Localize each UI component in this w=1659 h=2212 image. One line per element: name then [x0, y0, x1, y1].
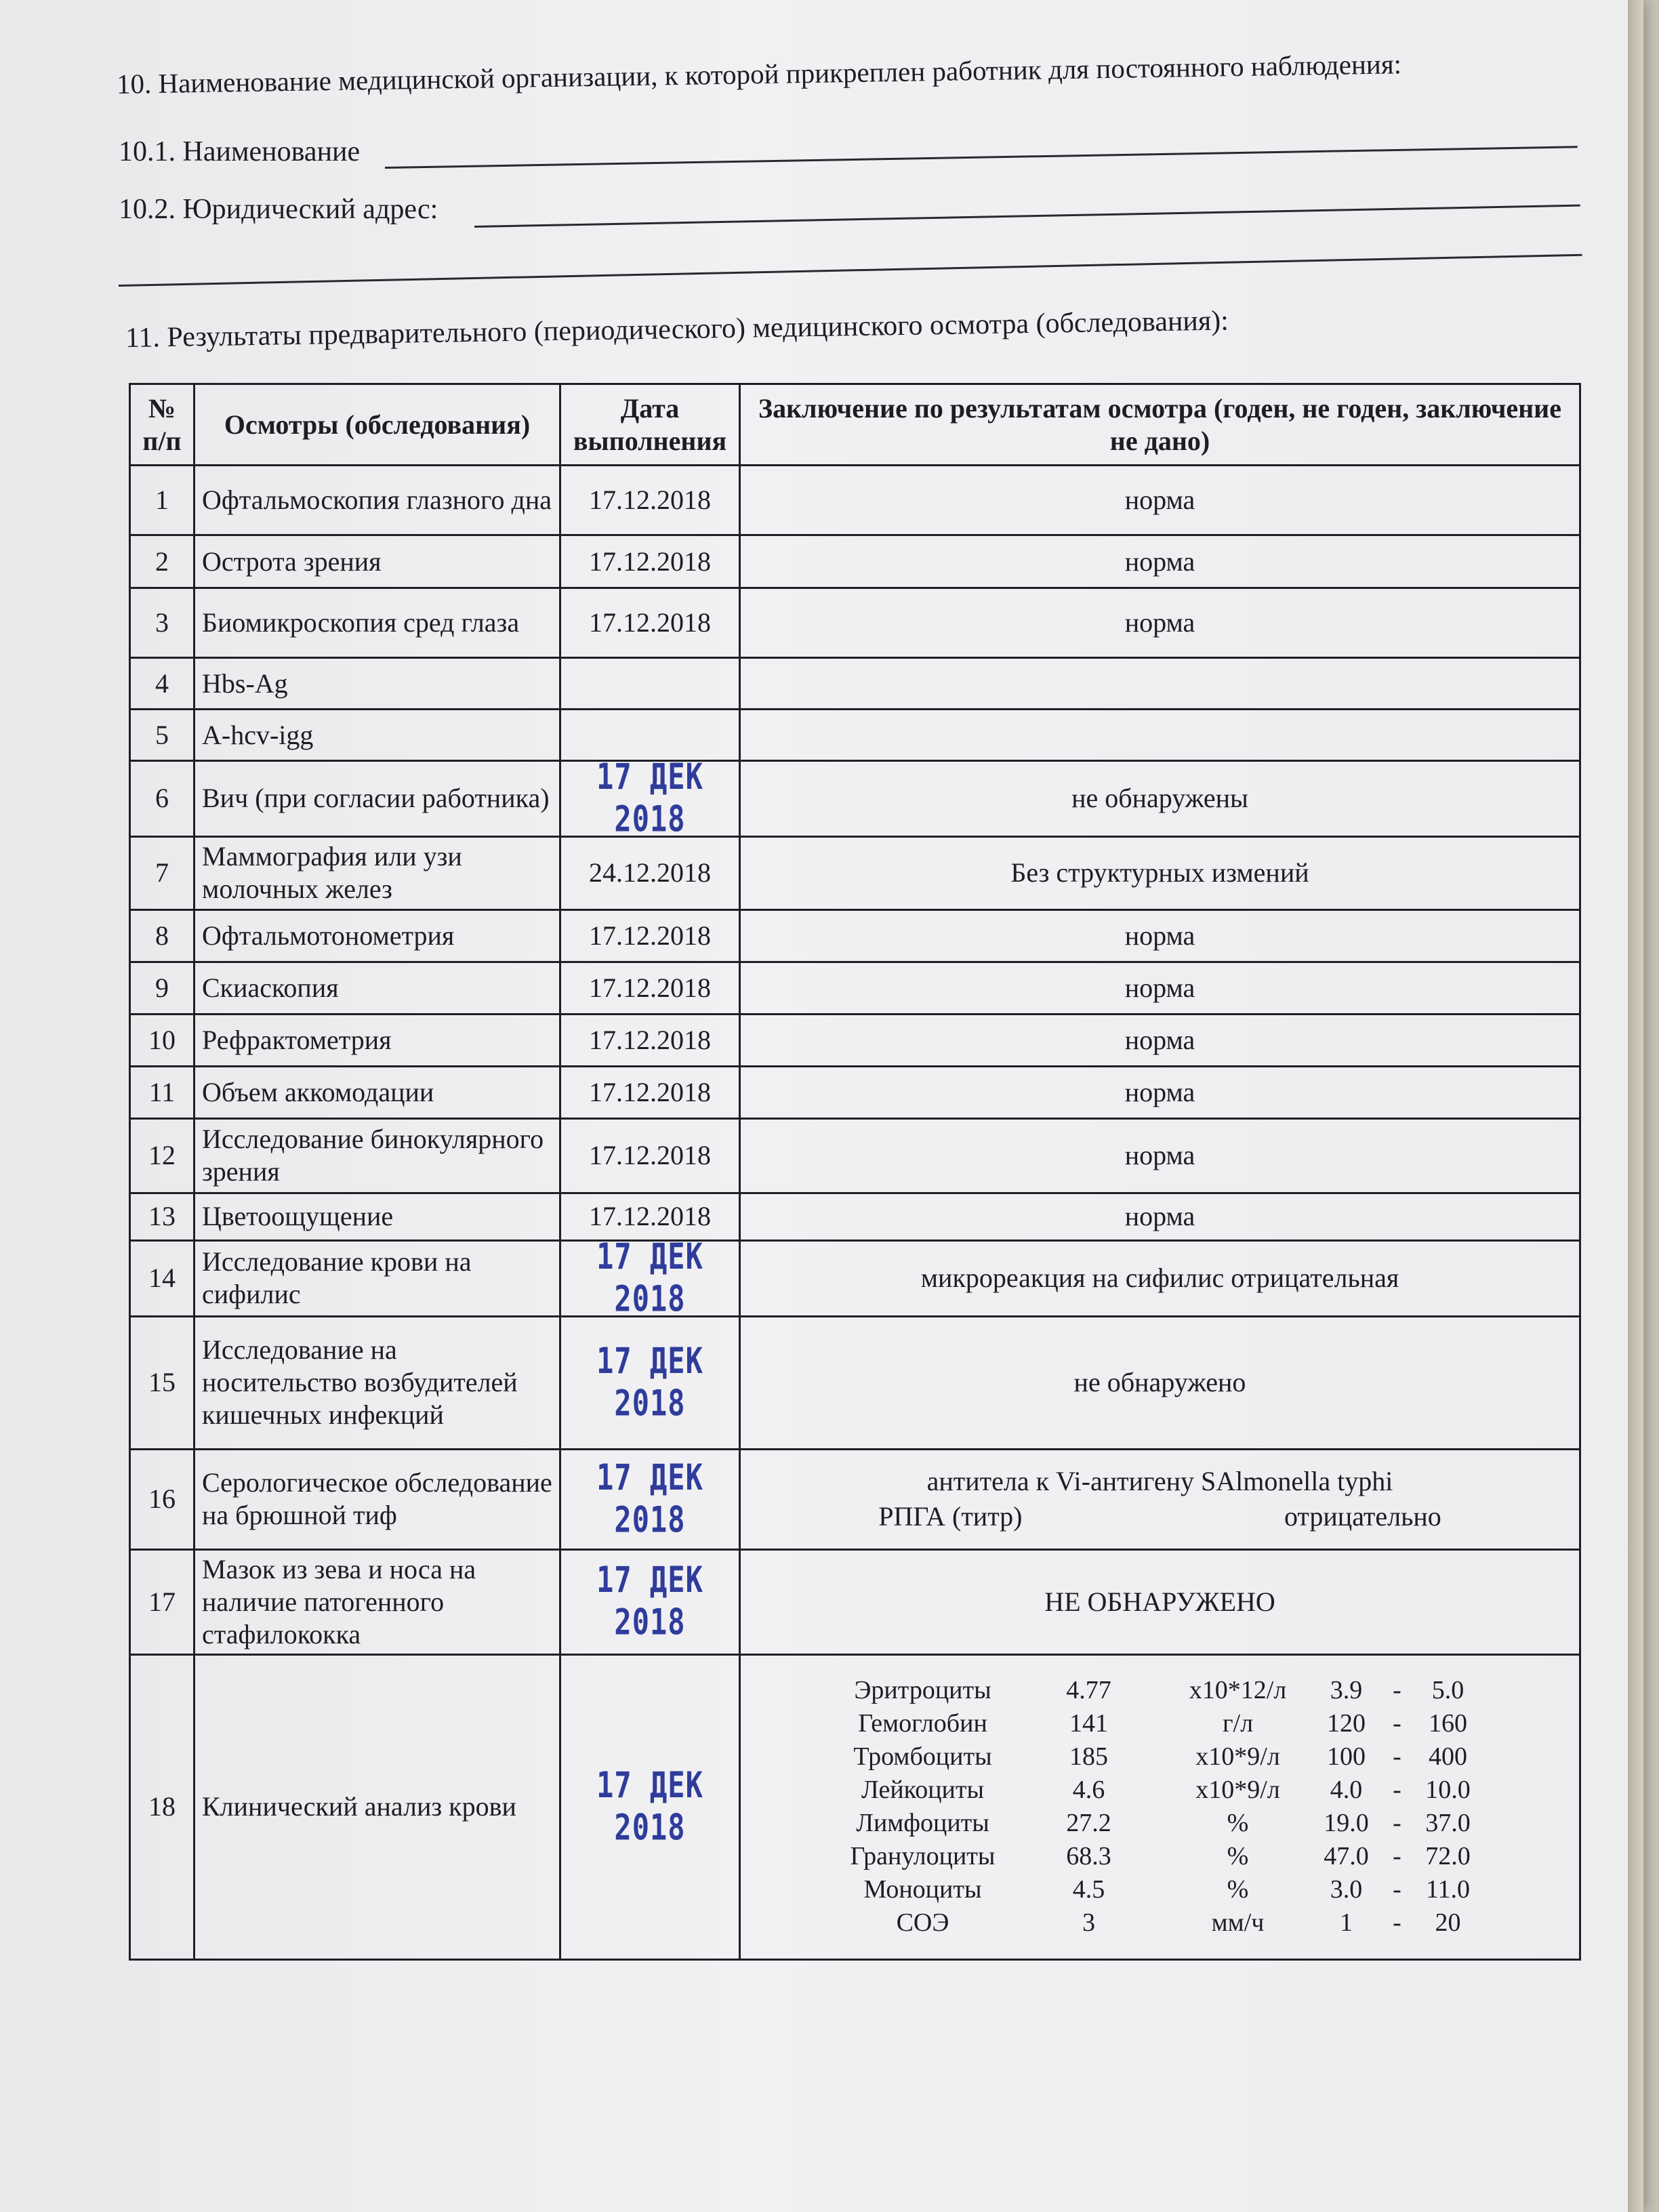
row-conclusion: норма [740, 466, 1580, 535]
row-conclusion: норма [740, 909, 1580, 962]
blood-ref-high: 20 [1435, 1908, 1461, 1938]
table-row [130, 1316, 1580, 1449]
section-10-2-label: 10.2. Юридический адрес: [119, 194, 438, 225]
row-date-stamp [560, 1654, 740, 1959]
blood-param-name: Тромбоциты [853, 1742, 992, 1771]
row-date: 17.12.2018 [560, 909, 740, 962]
table-row [130, 1066, 1580, 1118]
table-row [130, 1240, 1580, 1316]
row-date: 17.12.2018 [560, 962, 740, 1014]
blood-ref-high: 160 [1429, 1709, 1467, 1738]
row-exam: Исследование бинокулярного зрения [194, 1118, 560, 1193]
row-exam: Серологическое обследование на брюшной тиф [194, 1449, 560, 1549]
row-date: 24.12.2018 [560, 836, 740, 909]
row-conclusion: Без структурных измений [740, 836, 1580, 909]
row-exam: Офтальмотонометрия [194, 909, 560, 962]
blood-ref-dash: - [1393, 1908, 1401, 1938]
blood-param-name: Лимфоциты [856, 1809, 989, 1838]
blood-ref-high: 37.0 [1425, 1809, 1471, 1838]
blood-param-name: Гранулоциты [850, 1842, 996, 1871]
blood-param-unit: x10*9/л [1195, 1776, 1280, 1805]
blood-ref-dash: - [1393, 1875, 1401, 1904]
row-num: 3 [130, 588, 194, 658]
row-date-stamp [560, 1449, 740, 1549]
row-exam: Объем аккомодации [194, 1066, 560, 1118]
serology-test-result: отрицательно [1284, 1501, 1441, 1532]
table-row [130, 1449, 1580, 1549]
row-num: 17 [130, 1549, 194, 1654]
row-num: 16 [130, 1449, 194, 1549]
table-row [130, 909, 1580, 962]
row-num: 8 [130, 909, 194, 962]
blood-ref-low: 19.0 [1324, 1809, 1369, 1838]
page-edge-shadow [1628, 0, 1643, 2212]
serology-result [747, 1464, 1572, 1534]
row-date: 17.12.2018 [560, 466, 740, 535]
blood-param-name: Лейкоциты [861, 1776, 985, 1805]
blood-ref-dash: - [1393, 1742, 1401, 1771]
serology-line-1: антитела к Vi-антигену SAlmonella typhi [926, 1466, 1393, 1497]
table-row [130, 1118, 1580, 1193]
row-exam: Вич (при согласии работника) [194, 761, 560, 837]
blood-param-unit: % [1227, 1842, 1249, 1871]
blood-param-unit: x10*9/л [1195, 1742, 1280, 1771]
row-exam: Исследование на носительство возбудителей кишечных инфекций [194, 1316, 560, 1449]
row-conclusion [740, 710, 1580, 761]
blood-param-value: 4.77 [1066, 1676, 1111, 1705]
blood-ref-dash: - [1393, 1676, 1401, 1705]
row-conclusion: не обнаружено [740, 1316, 1580, 1449]
blood-param-value: 4.6 [1072, 1776, 1105, 1805]
blood-ref-low: 3.0 [1330, 1875, 1363, 1904]
blood-param-unit: мм/ч [1211, 1908, 1265, 1938]
row-num: 7 [130, 836, 194, 909]
row-num: 5 [130, 710, 194, 761]
table-row [130, 761, 1580, 837]
blood-ref-high: 400 [1429, 1742, 1467, 1771]
row-conclusion: норма [740, 1118, 1580, 1193]
row-conclusion: норма [740, 588, 1580, 658]
table-row [130, 962, 1580, 1014]
serology-test-name: РПГА (титр) [878, 1501, 1023, 1532]
name-fill-line [385, 146, 1578, 169]
header-date: Дата выполнения [560, 384, 740, 466]
blood-ref-low: 4.0 [1330, 1776, 1363, 1805]
row-num: 11 [130, 1066, 194, 1118]
row-num: 15 [130, 1316, 194, 1449]
row-num: 12 [130, 1118, 194, 1193]
row-num: 4 [130, 658, 194, 710]
row-exam: Скиаскопия [194, 962, 560, 1014]
blood-param-unit: % [1227, 1875, 1249, 1904]
blood-param-value: 185 [1069, 1742, 1108, 1771]
blood-ref-high: 5.0 [1431, 1676, 1465, 1705]
row-date [560, 658, 740, 710]
row-conclusion: норма [740, 535, 1580, 588]
table-row [130, 658, 1580, 710]
row-num: 2 [130, 535, 194, 588]
row-num: 1 [130, 466, 194, 535]
row-date: 17.12.2018 [560, 1014, 740, 1066]
blood-ref-low: 120 [1327, 1709, 1366, 1738]
table-row [130, 466, 1580, 535]
table-row [130, 1014, 1580, 1066]
row-exam: Рефрактометрия [194, 1014, 560, 1066]
blood-param-value: 4.5 [1072, 1875, 1105, 1904]
address-fill-line [474, 205, 1580, 228]
blood-ref-high: 11.0 [1425, 1875, 1471, 1904]
date-stamp: 17 ДЕК 2018 [596, 1235, 703, 1320]
blood-ref-dash: - [1393, 1776, 1401, 1805]
row-exam: Цветоощущение [194, 1193, 560, 1240]
blood-param-unit: x10*12/л [1189, 1676, 1287, 1705]
date-stamp: 17 ДЕК 2018 [596, 1340, 703, 1425]
row-date-stamp [560, 1235, 740, 1320]
row-conclusion: норма [740, 1066, 1580, 1118]
row-date: 17.12.2018 [560, 1193, 740, 1240]
table-row [130, 836, 1580, 909]
row-conclusion: НЕ ОБНАРУЖЕНО [740, 1549, 1580, 1654]
row-date: 17.12.2018 [560, 1118, 740, 1193]
blood-param-value: 3 [1082, 1908, 1095, 1938]
blood-param-value: 27.2 [1066, 1809, 1111, 1838]
row-num: 10 [130, 1014, 194, 1066]
row-num: 9 [130, 962, 194, 1014]
row-date [560, 710, 740, 761]
row-date-stamp [560, 1549, 740, 1654]
blood-test-grid [747, 1674, 1572, 1940]
blood-param-value: 141 [1069, 1709, 1108, 1738]
row-exam: Исследование крови на сифилис [194, 1240, 560, 1316]
blood-param-unit: г/л [1222, 1709, 1254, 1738]
row-date-stamp [560, 1316, 740, 1449]
row-exam: Hbs-Ag [194, 658, 560, 710]
blood-ref-low: 1 [1340, 1908, 1353, 1938]
results-table [129, 383, 1581, 1961]
table-row [130, 1193, 1580, 1240]
date-stamp: 17 ДЕК 2018 [596, 756, 703, 840]
row-num: 13 [130, 1193, 194, 1240]
table-row [130, 588, 1580, 658]
row-conclusion: норма [740, 1014, 1580, 1066]
row-conclusion [740, 1449, 1580, 1549]
blood-ref-low: 47.0 [1324, 1842, 1369, 1871]
row-conclusion: не обнаружены [740, 761, 1580, 837]
header-conclusion: Заключение по результатам осмотра (годен, не годен, заключение не дано) [740, 384, 1580, 466]
row-exam: A-hcv-igg [194, 710, 560, 761]
blood-param-name: Эритроциты [854, 1676, 991, 1705]
blood-ref-high: 72.0 [1425, 1842, 1471, 1871]
row-num: 6 [130, 761, 194, 837]
address-fill-line-2 [119, 254, 1582, 287]
row-exam: Маммография или узи молочных желез [194, 836, 560, 909]
row-date: 17.12.2018 [560, 1066, 740, 1118]
blood-test-results [740, 1654, 1580, 1959]
blood-param-value: 68.3 [1066, 1842, 1111, 1871]
header-exam: Осмотры (обследования) [194, 384, 560, 466]
row-exam: Биомикроскопия сред глаза [194, 588, 560, 658]
serology-line-2 [747, 1499, 1572, 1534]
blood-ref-dash: - [1393, 1709, 1401, 1738]
section-11-heading: 11. Результаты предварительного (периодического) медицинского осмотра (обследования): [125, 305, 1229, 354]
row-conclusion: микрореакция на сифилис отрицательная [740, 1240, 1580, 1316]
table-row [130, 1654, 1580, 1959]
section-10-1-label: 10.1. Наименование [119, 136, 361, 167]
blood-ref-low: 3.9 [1330, 1676, 1363, 1705]
row-exam: Острота зрения [194, 535, 560, 588]
blood-param-name: Гемоглобин [858, 1709, 987, 1738]
blood-param-name: Моноциты [863, 1875, 982, 1904]
blood-ref-low: 100 [1327, 1742, 1366, 1771]
row-conclusion [740, 658, 1580, 710]
blood-param-name: СОЭ [896, 1908, 949, 1938]
date-stamp: 17 ДЕК 2018 [596, 1456, 703, 1541]
blood-ref-dash: - [1393, 1809, 1401, 1838]
row-num: 14 [130, 1240, 194, 1316]
row-date-stamp [560, 756, 740, 840]
header-num: № п/п [130, 384, 194, 466]
row-conclusion: норма [740, 1193, 1580, 1240]
row-exam: Офтальмоскопия глазного дна [194, 466, 560, 535]
table-row [130, 1549, 1580, 1654]
table-row [130, 535, 1580, 588]
row-date: 17.12.2018 [560, 535, 740, 588]
table-header-row [130, 384, 1580, 466]
blood-ref-dash: - [1393, 1842, 1401, 1871]
row-num: 18 [130, 1654, 194, 1959]
blood-ref-high: 10.0 [1425, 1776, 1471, 1805]
row-exam: Клинический анализ крови [194, 1654, 560, 1959]
row-conclusion: норма [740, 962, 1580, 1014]
date-stamp: 17 ДЕК 2018 [596, 1559, 703, 1643]
table-row [130, 710, 1580, 761]
blood-param-unit: % [1227, 1809, 1249, 1838]
row-exam: Мазок из зева и носа на наличие патогенного стафилококка [194, 1549, 560, 1654]
row-date: 17.12.2018 [560, 588, 740, 658]
date-stamp: 17 ДЕК 2018 [596, 1764, 703, 1849]
section-10-heading: 10. Наименование медицинской организации, к которой прикреплен работник для постоянного наблюдения: [116, 48, 1402, 100]
